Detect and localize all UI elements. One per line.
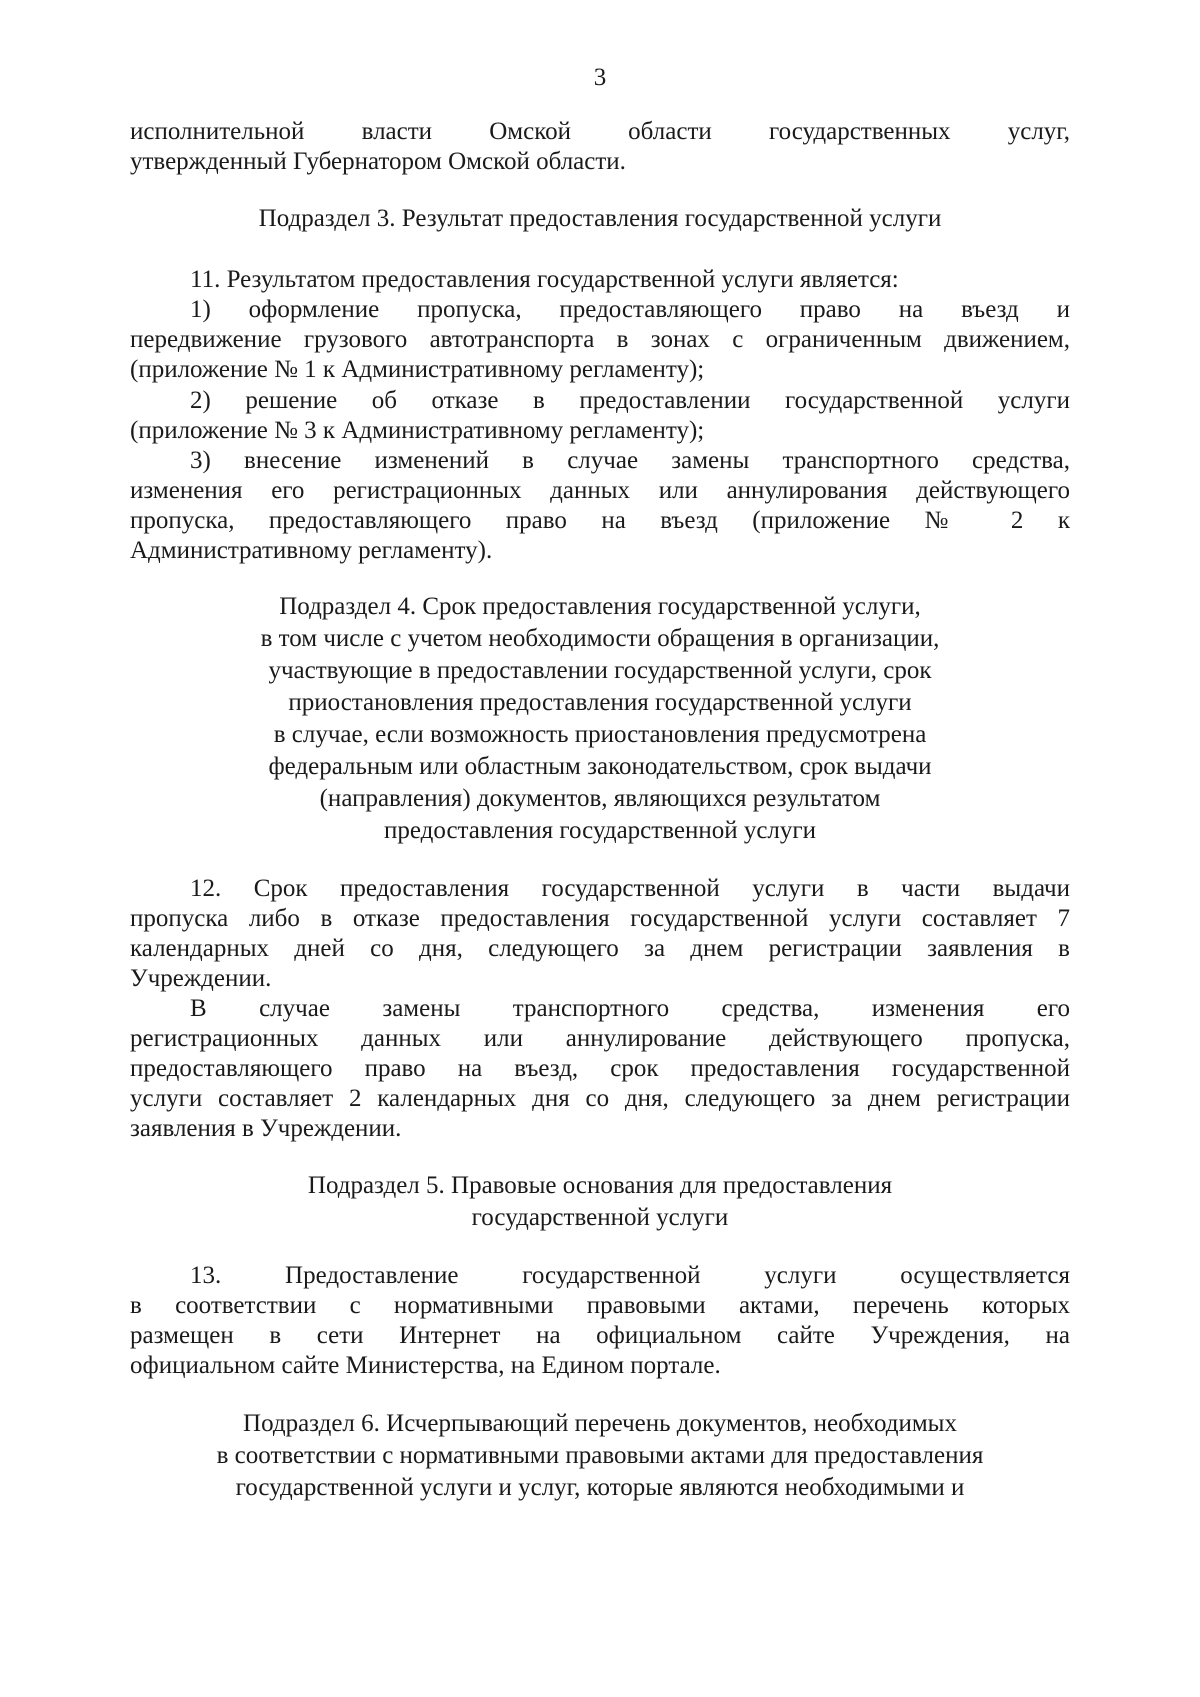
item-1-line-3: (приложение № 1 к Административному регламенту); xyxy=(130,356,705,383)
subsection-6-heading-line-2: в соответствии с нормативными правовыми актами для предоставления xyxy=(216,1442,984,1469)
subsection-4-heading-line-3: участвующие в предоставлении государственной услуги, срок xyxy=(268,657,932,684)
paragraph-12-line-4: Учреждении. xyxy=(130,965,272,992)
paragraph-12b-line-1: В случае замены транспортного средства, изменения его xyxy=(190,995,1070,1022)
paragraph-13-line-1: 13. Предоставление государственной услуги осуществляется xyxy=(190,1262,1070,1289)
paragraph-12b-line-5: заявления в Учреждении. xyxy=(130,1115,402,1142)
subsection-4-heading-line-6: федеральным или областным законодательством, срок выдачи xyxy=(268,753,932,780)
subsection-4-heading-line-4: приостановления предоставления государственной услуги xyxy=(288,689,912,716)
item-1-line-2: передвижение грузового автотранспорта в зонах с ограниченным движением, xyxy=(130,326,1070,353)
item-2-line-2: (приложение № 3 к Административному регламенту); xyxy=(130,417,705,444)
page-number: 3 xyxy=(593,64,607,91)
subsection-4-heading-line-8: предоставления государственной услуги xyxy=(383,817,817,844)
subsection-5-heading-line-2: государственной услуги xyxy=(471,1204,729,1231)
paragraph-12-line-1: 12. Срок предоставления государственной услуги в части выдачи xyxy=(190,875,1070,902)
subsection-6-heading-line-1: Подраздел 6. Исчерпывающий перечень документов, необходимых xyxy=(243,1410,957,1437)
paragraph-12b-line-2: регистрационных данных или аннулирование действующего пропуска, xyxy=(130,1025,1070,1052)
paragraph-13-line-4: официальном сайте Министерства, на Едином портале. xyxy=(130,1352,721,1379)
subsection-4-heading-line-1: Подраздел 4. Срок предоставления государственной услуги, xyxy=(279,593,921,620)
item-2-line-1: 2) решение об отказе в предоставлении государственной услуги xyxy=(190,387,1070,414)
subsection-4-heading-line-2: в том числе с учетом необходимости обращения в организации, xyxy=(260,625,940,652)
paragraph-12b-line-4: услуги составляет 2 календарных дня со дня, следующего за днем регистрации xyxy=(130,1085,1070,1112)
paragraph-11: 11. Результатом предоставления государственной услуги является: xyxy=(190,266,899,293)
subsection-3-heading: Подраздел 3. Результат предоставления государственной услуги xyxy=(258,205,942,232)
paragraph-12-line-2: пропуска либо в отказе предоставления государственной услуги составляет 7 xyxy=(130,905,1070,932)
intro-line-2: утвержденный Губернатором Омской области. xyxy=(130,148,626,175)
item-3-line-3: пропуска, предоставляющего право на въезд (приложение № 2 к xyxy=(130,507,1070,534)
subsection-6-heading-line-3: государственной услуги и услуг, которые являются необходимыми и xyxy=(235,1474,965,1501)
intro-line-1: исполнительной власти Омской области государственных услуг, xyxy=(130,118,1070,145)
paragraph-13-line-2: в соответствии с нормативными правовыми актами, перечень которых xyxy=(130,1292,1070,1319)
item-1-line-1: 1) оформление пропуска, предоставляющего право на въезд и xyxy=(190,296,1070,323)
paragraph-12b-line-3: предоставляющего право на въезд, срок предоставления государственной xyxy=(130,1055,1070,1082)
paragraph-13-line-3: размещен в сети Интернет на официальном сайте Учреждения, на xyxy=(130,1322,1070,1349)
item-3-line-1: 3) внесение изменений в случае замены транспортного средства, xyxy=(190,447,1070,474)
subsection-4-heading-line-5: в случае, если возможность приостановления предусмотрена xyxy=(273,721,927,748)
subsection-4-heading-line-7: (направления) документов, являющихся результатом xyxy=(319,785,881,812)
item-3-line-2: изменения его регистрационных данных или аннулирования действующего xyxy=(130,477,1070,504)
item-3-line-4: Административному регламенту). xyxy=(130,537,493,564)
subsection-5-heading-line-1: Подраздел 5. Правовые основания для предоставления xyxy=(307,1172,893,1199)
paragraph-12-line-3: календарных дней со дня, следующего за днем регистрации заявления в xyxy=(130,935,1070,962)
